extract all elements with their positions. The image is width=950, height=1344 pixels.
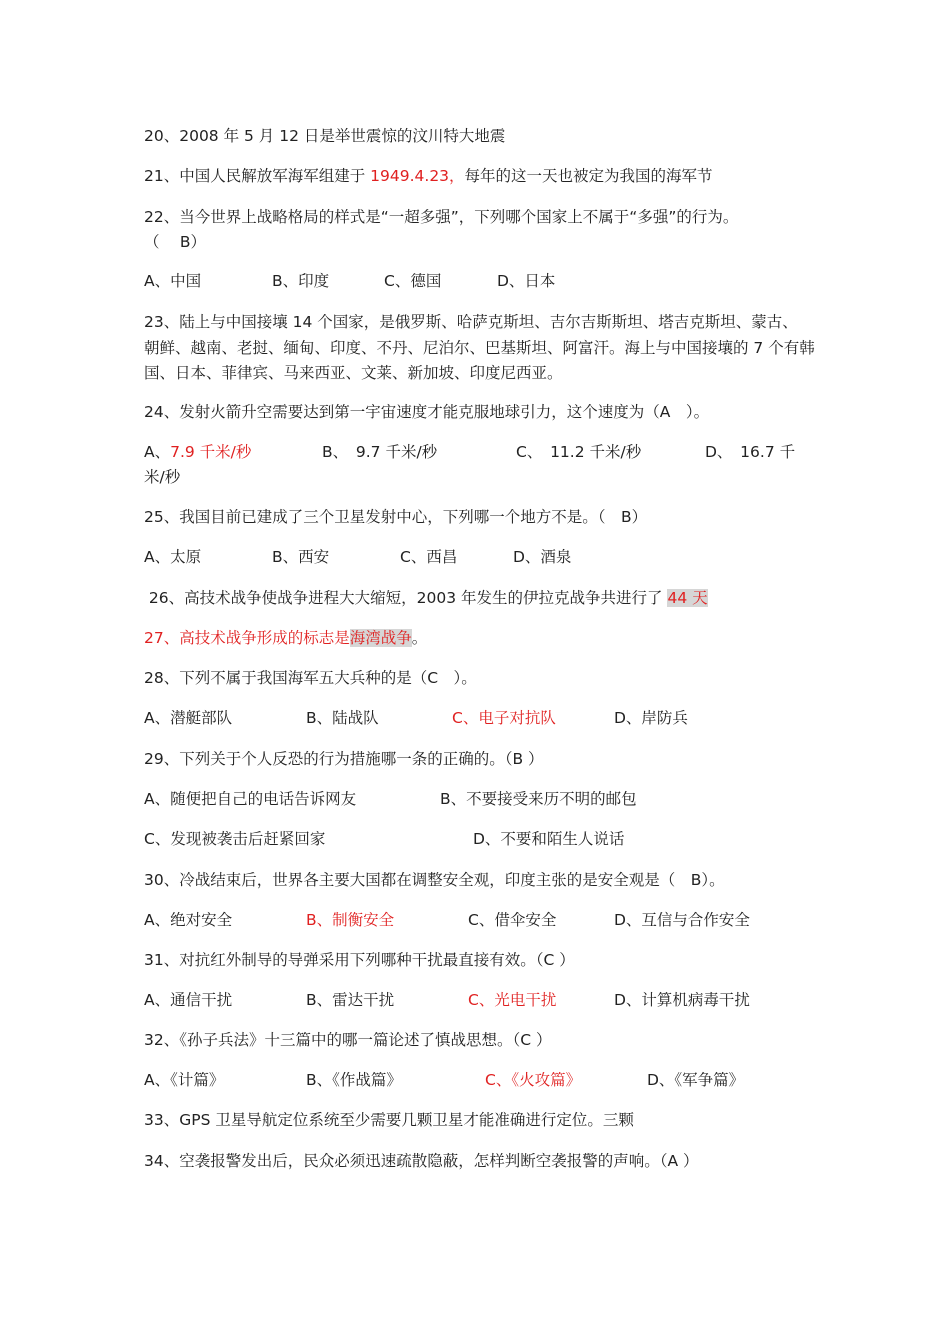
q21-date: 1949.4.23， — [370, 167, 465, 185]
q28-option-d: D、岸防兵 — [614, 709, 688, 727]
q30-text: 30、冷战结束后，世界各主要大国都在调整安全观，印度主张的是安全观是（ B）。 — [144, 871, 725, 889]
q32-option-b: B、《作战篇》 — [306, 1071, 402, 1089]
q23-line2: 朝鲜、越南、老挝、缅甸、印度、不丹、尼泊尔、巴基斯坦、阿富汗。海上与中国接壤的 7 个有韩 — [144, 339, 815, 357]
q24-option-a-prefix: A、 — [144, 443, 171, 461]
q25-option-c: C、西昌 — [400, 548, 458, 566]
q26-answer: 44 天 — [667, 589, 708, 607]
q33-text: 33、GPS 卫星导航定位系统至少需要几颗卫星才能准确进行定位。三颗 — [144, 1111, 634, 1129]
q22-option-c: C、德国 — [384, 272, 442, 290]
q30-option-b: B、制衡安全 — [306, 911, 395, 929]
q29-option-c: C、发现被袭击后赶紧回家 — [144, 830, 326, 848]
q27-pre: 27、高技术战争形成的标志是 — [144, 629, 350, 647]
q32-option-c: C、《火攻篇》 — [485, 1071, 582, 1089]
q23-line3: 国、日本、菲律宾、马来西亚、文莱、新加坡、印度尼西亚。 — [144, 364, 563, 382]
q32-option-a: A、《计篇》 — [144, 1071, 225, 1089]
q22-option-b: B、印度 — [272, 272, 330, 290]
q23-line1: 23、陆上与中国接壤 14 个国家，是俄罗斯、哈萨克斯坦、吉尔吉斯斯坦、塔吉克斯坦、蒙古、 — [144, 313, 798, 331]
q28-option-c: C、电子对抗队 — [452, 709, 556, 727]
q30-option-a: A、绝对安全 — [144, 911, 233, 929]
q24-option-a — [144, 442, 251, 462]
q25-option-b: B、西安 — [272, 548, 330, 566]
q27-line — [144, 628, 427, 648]
q34-text: 34、空袭报警发出后，民众必须迅速疏散隐蔽，怎样判断空袭报警的声响。（A ） — [144, 1152, 699, 1170]
q24-option-d: D、 16.7 千 — [705, 443, 796, 461]
q29-option-b: B、不要接受来历不明的邮包 — [440, 790, 637, 808]
q21-line — [144, 166, 713, 186]
q30-option-c: C、借伞安全 — [468, 911, 557, 929]
q28-option-b: B、陆战队 — [306, 709, 379, 727]
q22-option-d: D、日本 — [497, 272, 556, 290]
q31-option-d: D、计算机病毒干扰 — [614, 991, 750, 1009]
q32-option-d: D、《军争篇》 — [647, 1071, 745, 1089]
q31-text: 31、对抗红外制导的导弹采用下列哪种干扰最直接有效。（C ） — [144, 951, 575, 969]
q29-option-d: D、不要和陌生人说话 — [473, 830, 625, 848]
q28-option-a: A、潜艇部队 — [144, 709, 233, 727]
q31-option-b: B、雷达干扰 — [306, 991, 395, 1009]
q27-answer: 海湾战争 — [349, 629, 412, 647]
q24-option-a-answer: 7.9 千米/秒 — [170, 443, 252, 461]
q22-line2: （ B） — [144, 233, 207, 251]
q22-line1: 22、当今世界上战略格局的样式是“一超多强”，下列哪个国家上不属于“多强”的行为。 — [144, 208, 739, 226]
q28-text: 28、下列不属于我国海军五大兵种的是（C ）。 — [144, 669, 477, 687]
q29-text: 29、下列关于个人反恐的行为措施哪一条的正确的。（B ） — [144, 750, 544, 768]
q25-option-d: D、酒泉 — [513, 548, 572, 566]
q31-option-a: A、通信干扰 — [144, 991, 233, 1009]
q27-post: 。 — [411, 629, 428, 647]
q32-text: 32、《孙子兵法》十三篇中的哪一篇论述了慎战思想。（C ） — [144, 1031, 552, 1049]
q24-text: 24、发射火箭升空需要达到第一宇宙速度才能克服地球引力，这个速度为（A ）。 — [144, 403, 710, 421]
q25-option-a: A、太原 — [144, 548, 202, 566]
q24-option-b: B、 9.7 千米/秒 — [322, 443, 438, 461]
q20-text: 20、2008 年 5 月 12 日是举世震惊的汶川特大地震 — [144, 127, 506, 145]
q24-option-c: C、 11.2 千米/秒 — [516, 443, 642, 461]
q21-post: 每年的这一天也被定为我国的海军节 — [464, 167, 713, 185]
q29-option-a: A、随便把自己的电话告诉网友 — [144, 790, 357, 808]
q21-pre: 21、中国人民解放军海军组建于 — [144, 167, 371, 185]
q26-pre: 26、高技术战争使战争进程大大缩短，2003 年发生的伊拉克战争共进行了 — [144, 589, 668, 607]
q22-option-a: A、中国 — [144, 272, 202, 290]
q30-option-d: D、互信与合作安全 — [614, 911, 750, 929]
q26-line — [144, 588, 708, 608]
q31-option-c: C、光电干扰 — [468, 991, 557, 1009]
q25-text: 25、我国目前已建成了三个卫星发射中心，下列哪一个地方不是。（ B） — [144, 508, 648, 526]
q24-option-d-cont: 米/秒 — [144, 468, 181, 486]
